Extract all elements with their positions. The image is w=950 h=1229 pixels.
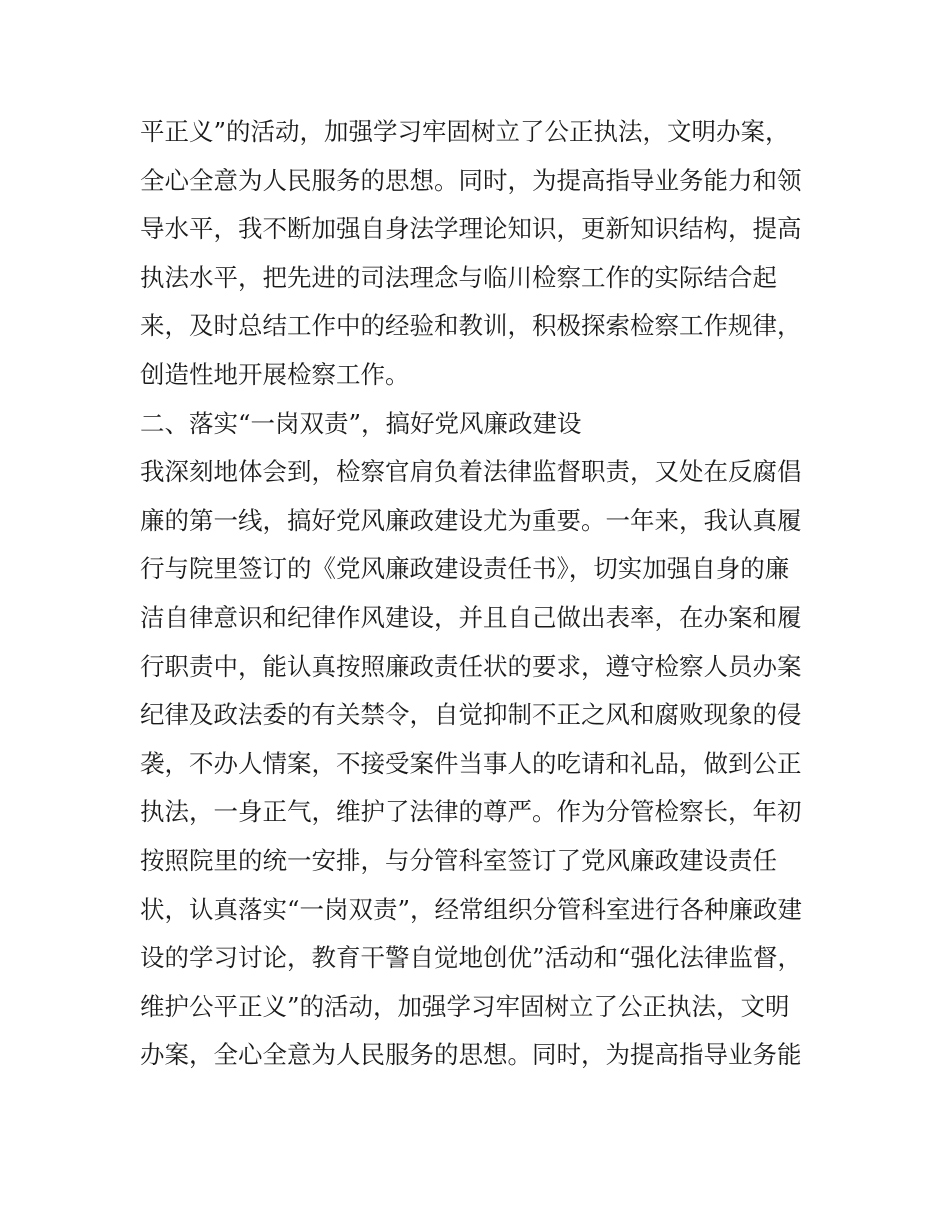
text-line: 廉的第一线，搞好党风廉政建设尤为重要。一年来，我认真履 [140, 505, 802, 535]
text-line: 按照院里的统一安排，与分管科室签订了党风廉政建设责任 [140, 845, 777, 875]
text-line: 维护公平正义”的活动，加强学习牢固树立了公正执法，文明 [140, 991, 790, 1021]
text-line: 平正义”的活动，加强学习牢固树立了公正执法，文明办案， [140, 117, 790, 146]
text-line: 洁自律意识和纪律作风建设，并且自己做出表率，在办案和履 [140, 602, 802, 632]
text-line: 执法，一身正气，维护了法律的尊严。作为分管检察长，年初 [140, 797, 802, 827]
section-heading: 二、落实“一岗双责”，搞好党风廉政建设 [140, 408, 582, 438]
text-line: 行与院里签订的《党风廉政建设责任书》，切实加强自身的廉 [140, 554, 790, 584]
text-line: 袭，不办人情案，不接受案件当事人的吃请和礼品，做到公正 [140, 748, 802, 778]
text-line: 纪律及政法委的有关禁令，自觉抑制不正之风和腐败现象的侵 [140, 700, 802, 730]
text-line: 创造性地开展检察工作。 [140, 359, 410, 389]
text-line: 状，认真落实“一岗双责”，经常组织分管科室进行各种廉政建 [140, 894, 803, 924]
text-line: 执法水平，把先进的司法理念与临川检察工作的实际结合起 [140, 262, 777, 292]
text-line: 设的学习讨论，教育干警自觉地创优”活动和“强化法律监督， [140, 943, 803, 973]
text-line: 我深刻地体会到，检察官肩负着法律监督职责，又处在反腐倡 [140, 457, 802, 487]
body-text [140, 108, 830, 1080]
text-line: 导水平，我不断加强自身法学理论知识，更新知识结构，提高 [140, 214, 802, 244]
text-line: 来，及时总结工作中的经验和教训，积极探索检察工作规律， [140, 311, 802, 341]
text-line: 办案，全心全意为人民服务的思想。同时，为提高指导业务能 [140, 1040, 802, 1070]
text-line: 行职责中，能认真按照廉政责任状的要求，遵守检察人员办案 [140, 651, 802, 681]
text-line: 全心全意为人民服务的思想。同时，为提高指导业务能力和领 [140, 165, 802, 195]
